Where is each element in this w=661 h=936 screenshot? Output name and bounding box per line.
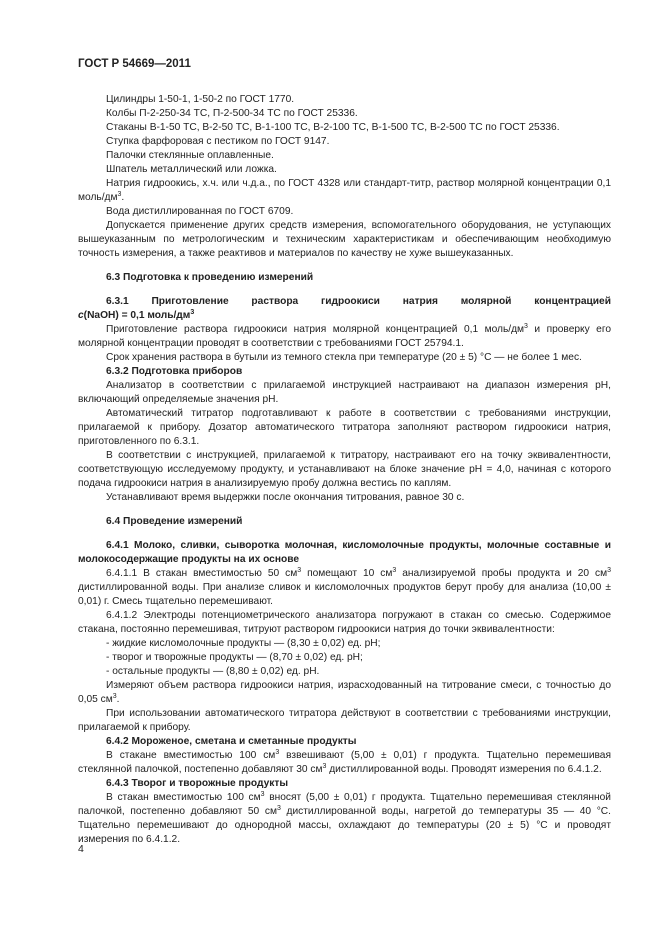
section-title-6-3: 6.3 Подготовка к проведению измерений: [106, 272, 314, 283]
paragraph: Анализатор в соответствии с прилагаемой инструкцией настраивают на диапазон измерения pH, включающий определяемые значения pH.: [78, 380, 611, 405]
equipment-line: Палочки стеклянные оплавленные.: [106, 150, 274, 161]
paragraph: Срок хранения раствора в бутыли из темного стекла при температуре (20 ± 5) °С — не более 1 мес.: [106, 352, 582, 363]
paragraph: Допускается применение других средств измерения, вспомогательного оборудования, не уступающих вышеуказанным по метрологическим и техническим характеристикам и обеспечивающим необходимую точность измерения, а также реактивов и материалов по качеству не хуже вышеуказанных.: [78, 220, 611, 259]
equipment-line: Цилиндры 1-50-1, 1-50-2 по ГОСТ 1770.: [106, 94, 295, 105]
paragraph: 6.4.1.2 Электроды потенциометрического анализатора погружают в стакан со смесью. Содержимое стакана, постоянно перемешивая, титруют раствором гидроокиси натрия до точки эквивалентности:: [78, 610, 611, 635]
list-item: - остальные продукты — (8,80 ± 0,02) ед. pH.: [106, 666, 320, 677]
page-body: [78, 93, 611, 847]
paragraph: Измеряют объем раствора гидроокиси натрия, израсходованный на титрование смеси, с точностью до 0,05 $см^3$.: [78, 680, 611, 705]
paragraph: При использовании автоматического титратора действуют в соответствии с требованиями инструкции, прилагаемой к прибору.: [78, 708, 611, 733]
subsection-title-6-4-2: 6.4.2 Мороженое, сметана и сметанные продукты: [106, 736, 357, 747]
equipment-line: Ступка фарфоровая с пестиком по ГОСТ 9147.: [106, 136, 330, 147]
subsection-title-6-3-2: 6.3.2 Подготовка приборов: [106, 366, 243, 377]
subsection-title-6-4-1: 6.4.1 Молоко, сливки, сыворотка молочная, кисломолочные продукты, молочные составные и молокосодержащие продукты на их основе: [78, 540, 611, 565]
subsection-title-6-3-1-cont: с(NaOH) = 0,1 моль/$дм^3$: [78, 309, 195, 321]
paragraph: В стакан вместимостью 100 $см^3$ вносят (5,00 ± 0,01) г продукта. Тщательно перемешивая стеклянной палочкой, постепенно добавляют 50 $см^3$ дистиллированной воды, нагретой до температуры 35 — 40 °С. Тщательно перемешивают до однородной массы, охлаждают до температуры (20 ± 5) °С и проводят измерения по 6.4.1.2.: [78, 791, 611, 845]
paragraph: Устанавливают время выдержки после окончания титрования, равное 30 с.: [106, 492, 465, 503]
subsection-title-6-3-1: 6.3.1 Приготовление раствора гидроокиси натрия молярной концентрацией: [106, 296, 611, 307]
paragraph: В стакане вместимостью 100 $см^3$ взвешивают (5,00 ± 0,01) г продукта. Тщательно перемешивая стеклянной палочкой, постепенно добавляют 30 $см^3$ дистиллированной воды. Проводят измерения по 6.4.1.2.: [78, 749, 611, 775]
page-number: 4: [78, 843, 84, 855]
equipment-line: Колбы П-2-250-34 ТС, П-2-500-34 ТС по ГОСТ 25336.: [106, 108, 358, 119]
list-item: - жидкие кисломолочные продукты — (8,30 ± 0,02) ед. pH;: [106, 638, 381, 649]
paragraph: 6.4.1.1 В стакан вместимостью 50 $см^3$ помещают 10 $см^3$ анализируемой пробы продукта и 20 $см^3$ дистиллированной воды. При анализе сливок и кисломолочных продуктов берут пробу для анализа (10,00 ± 0,01) г. Смесь тщательно перемешивают.: [78, 567, 611, 607]
section-title-6-4: 6.4 Проведение измерений: [106, 516, 243, 527]
equipment-line: Стаканы В-1-50 ТС, В-2-50 ТС, В-1-100 ТС, В-2-100 ТС, В-1-500 ТС, В-2-500 ТС по ГОСТ 25336.: [106, 122, 560, 133]
document-header: ГОСТ Р 54669—2011: [78, 58, 191, 70]
equipment-line: Вода дистиллированная по ГОСТ 6709.: [106, 206, 294, 217]
paragraph: Приготовление раствора гидроокиси натрия молярной концентрацией 0,1 моль/$дм^3$ и проверку его молярной концентрации проводят в соответствии с требованиями ГОСТ 25794.1.: [78, 323, 611, 349]
list-item: - творог и творожные продукты — (8,70 ± 0,02) ед. pH;: [106, 652, 363, 663]
subsection-title-6-4-3: 6.4.3 Творог и творожные продукты: [106, 778, 289, 789]
equipment-line: Натрия гидроокись, х.ч. или ч.д.а., по ГОСТ 4328 или стандарт-титр, раствор молярной концентрации 0,1 моль/$дм^3$.: [78, 178, 611, 203]
equipment-line: Шпатель металлический или ложка.: [106, 164, 277, 175]
paragraph: В соответствии с инструкцией, прилагаемой к титратору, настраивают его на точку эквивалентности, соответствующую исследуемому продукту, и устанавливают на блоке значение pH = 4,0, начиная с которого подача гидроокиси натрия в анализируемую пробу должна вестись по каплям.: [78, 450, 611, 489]
paragraph: Автоматический титратор подготавливают к работе в соответствии с требованиями инструкции, прилагаемой к прибору. Дозатор автоматического титратора заполняют раствором гидроокиси натрия, приготовленного по 6.3.1.: [78, 408, 611, 447]
